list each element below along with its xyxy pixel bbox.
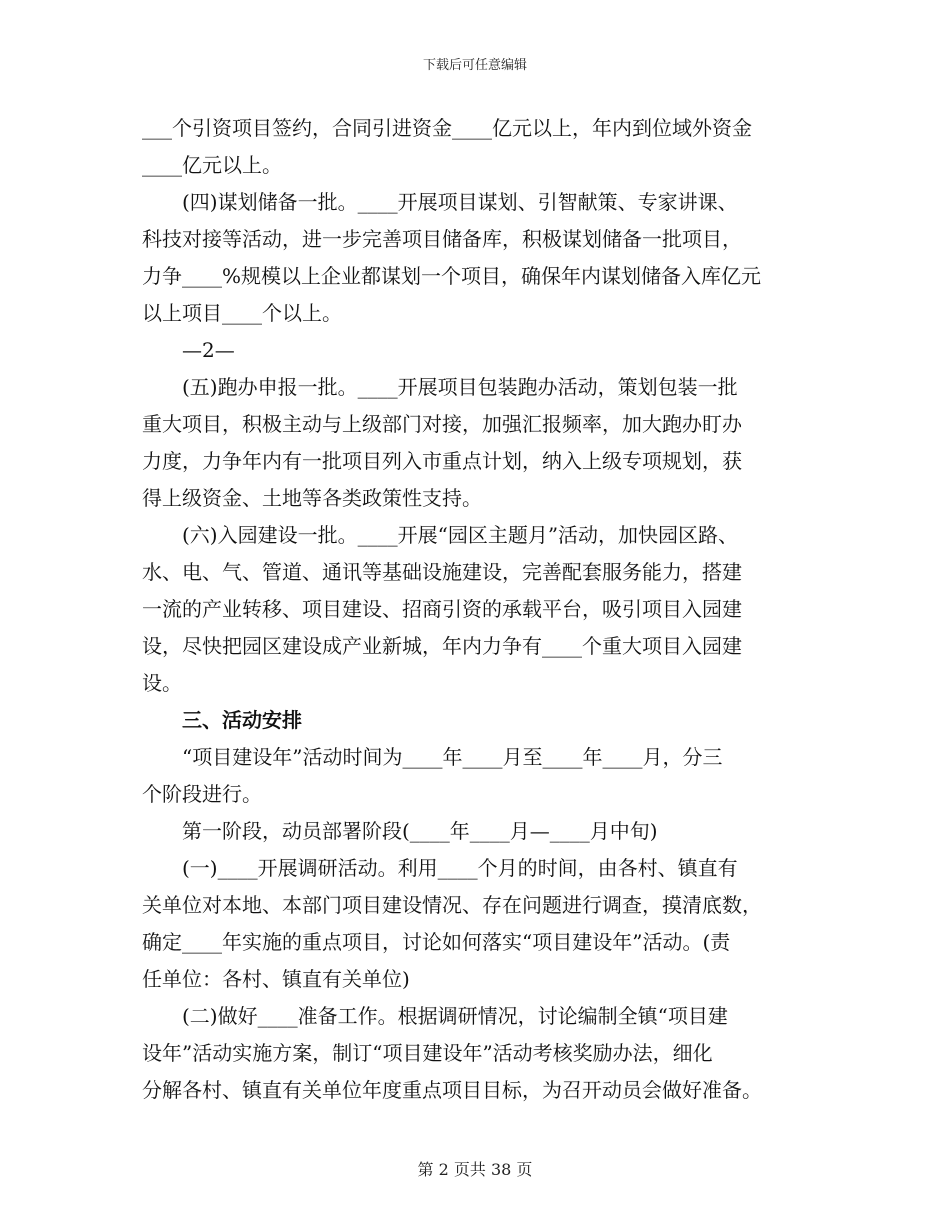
text-line: (二)做好____准备工作。根据调研情况，讨论编制全镇“项目建 [142,1004,728,1028]
text-line: 确定____年实施的重点项目，讨论如何落实“项目建设年”活动。(责 [142,930,731,954]
text-line: 水、电、气、管道、通讯等基础设施建设，完善配套服务能力，搭建 [142,560,742,584]
text-line: 科技对接等活动，进一步完善项目储备库，积极谋划储备一批项目， [142,227,742,251]
text-line: ____亿元以上。 [142,153,282,177]
text-line: 设。 [142,671,182,695]
text-line: 个阶段进行。 [142,782,262,806]
text-line: 第一阶段，动员部署阶段(____年____月—____月中旬) [142,819,658,843]
text-line: 以上项目____个以上。 [142,301,342,325]
text-line: 力争____%规模以上企业都谋划一个项目，确保年内谋划储备入库亿元 [142,264,762,288]
document-body [142,110,810,1109]
text-line: ___个引资项目签约，合同引进资金____亿元以上，年内到位域外资金 [142,116,752,140]
text-line: 任单位：各村、镇直有关单位) [142,967,410,991]
text-line: 重大项目，积极主动与上级部门对接，加强汇报频率，加大跑办盯办 [142,412,742,436]
text-line: (五)跑办申报一批。____开展项目包装跑办活动，策划包装一批 [142,375,738,399]
text-line: 分解各村、镇直有关单位年度重点项目目标，为召开动员会做好准备。 [142,1078,762,1102]
text-line: 力度，力争年内有一批项目列入市重点计划，纳入上级专项规划，获 [142,449,742,473]
text-line: 关单位对本地、本部门项目建设情况、存在问题进行调查，摸清底数， [142,893,762,917]
text-line: 设，尽快把园区建设成产业新城，年内力争有____个重大项目入园建 [142,634,742,658]
section-heading: 三、活动安排 [142,708,302,732]
text-line: (一)____开展调研活动。利用____个月的时间，由各村、镇直有 [142,856,738,880]
page-footer: 第 2 页共 38 页 [417,1160,533,1179]
text-line: (四)谋划储备一批。____开展项目谋划、引智献策、专家讲课、 [142,190,738,214]
page-number-marker: —2— [142,338,235,362]
text-line: 设年”活动实施方案，制订“项目建设年”活动考核奖励办法，细化 [142,1041,713,1065]
text-line: 一流的产业转移、项目建设、招商引资的承载平台，吸引项目入园建 [142,597,742,621]
page-header: 下载后可任意编辑 [422,58,527,73]
text-line: (六)入园建设一批。____开展“园区主题月”活动，加快园区路、 [142,523,739,547]
text-line: “项目建设年”活动时间为____年____月至____年____月，分三 [142,745,723,769]
text-line: 得上级资金、土地等各类政策性支持。 [142,486,482,510]
